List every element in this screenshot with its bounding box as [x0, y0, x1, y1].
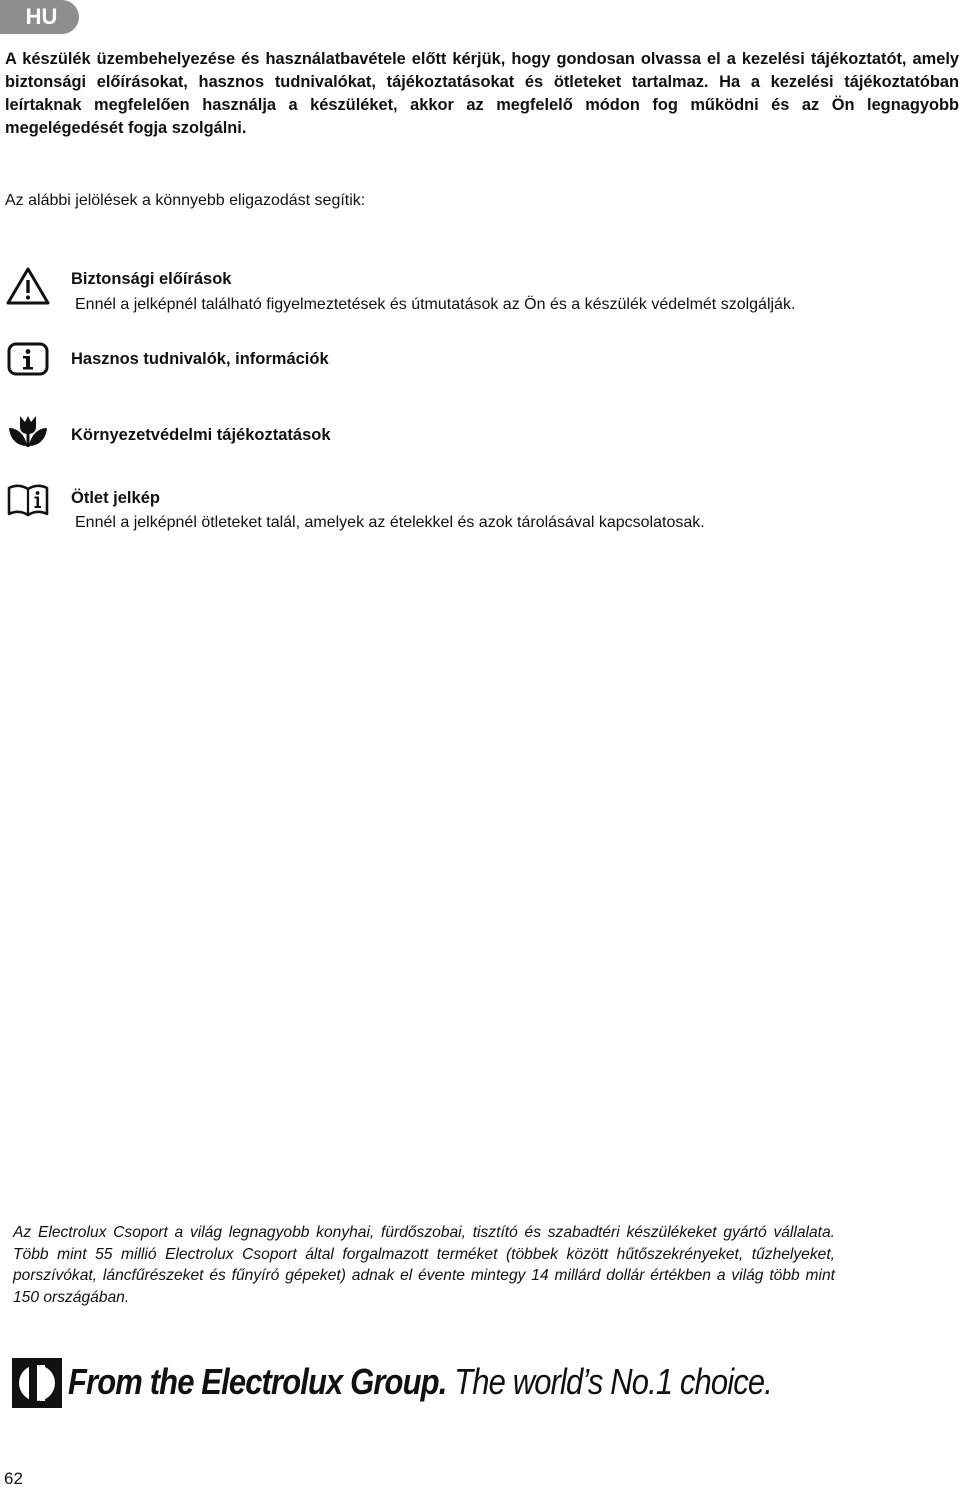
language-badge: HU: [0, 0, 79, 34]
electrolux-footer-note: Az Electrolux Csoport a világ legnagyobb konyhai, fürdőszobai, tisztító és szabadtéri készülékeket gyártó vállalata. Több mint 55 millió Electrolux Csoport által forgalmazott terméket (többek között hűtőszekrényeket, tűzhelyeket, porszívókat, láncfűrészeket és fűnyíró gépeket) adnak el évente mintegy 14 millárd dollár értékben a világ több mint 150 országában.: [13, 1224, 835, 1306]
slogan-bold: From the Electrolux Group.: [68, 1361, 447, 1402]
slogan-regular: The world’s No.1 choice.: [454, 1361, 773, 1402]
open-book-info-icon: [6, 480, 50, 520]
environment-heading: Környezetvédelmi tájékoztatások: [71, 426, 331, 444]
info-heading: Hasznos tudnivalók, információk: [71, 350, 329, 368]
electrolux-logo-icon: [12, 1358, 62, 1408]
legend-intro: Az alábbi jelölések a könnyebb eligazodást segítik:: [5, 192, 366, 209]
slogan: [68, 1355, 772, 1409]
flower-environment-icon: [6, 412, 50, 452]
page-number: 62: [4, 1469, 23, 1488]
safety-heading: Biztonsági előírások: [71, 270, 232, 288]
tip-heading: Ötlet jelkép: [71, 489, 160, 507]
info-icon: [6, 340, 50, 380]
safety-description: Ennél a jelképnél található figyelmeztetések és útmutatások az Ön és a készülék védelmét szolgálják.: [75, 296, 796, 313]
tip-description: Ennél a jelképnél ötleteket talál, amelyek az ételekkel és azok tárolásával kapcsolatosak.: [75, 514, 705, 531]
warning-triangle-icon: [6, 266, 50, 306]
intro-paragraph: A készülék üzembehelyezése és használatbavétele előtt kérjük, hogy gondosan olvassa el a kezelési tájékoztatót, amely biztonsági előírásokat, hasznos tudnivalókat, tájékoztatásokat és ötleteket tartalmaz. Ha a kezelési tájékoztatóban leírtaknak megfelelően használja a készüléket, akkor az megfelelő módon fog működni és az Ön legnagyobb megelégedését fogja szolgálni.: [5, 50, 959, 137]
